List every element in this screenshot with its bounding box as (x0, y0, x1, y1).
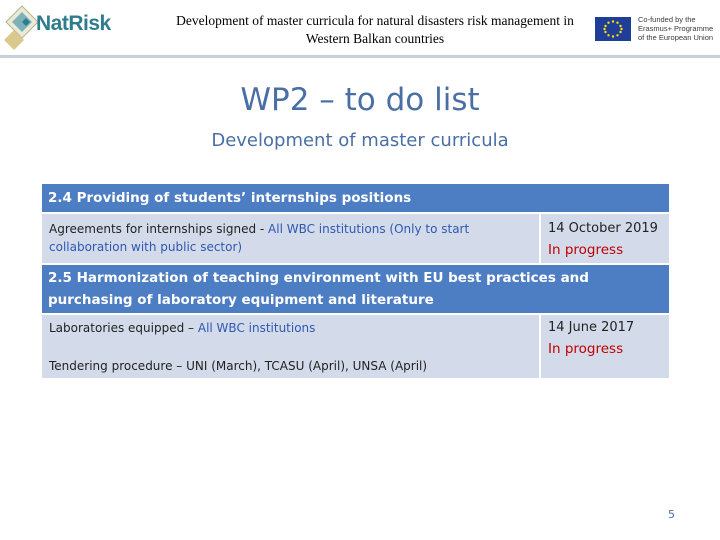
eu-flag-icon (595, 17, 631, 41)
section-2-4-status: In progress (548, 242, 624, 258)
eu-caption-line2: Erasmus+ Programme (638, 24, 714, 33)
project-title (160, 12, 590, 48)
eu-caption (638, 15, 714, 42)
section-2-5-task (49, 319, 529, 337)
eu-caption-line1: Co-funded by the (638, 15, 696, 24)
page-number: 5 (668, 508, 675, 521)
section-2-5-column-divider (539, 315, 541, 378)
section-2-5-status: In progress (548, 341, 624, 357)
section-heading-2-5-text: 2.5 Harmonization of teaching environment with EU best practices and purchasing of laboratory equipment and literature (48, 270, 589, 308)
section-heading-2-4-text: 2.4 Providing of students’ internships positions (48, 190, 412, 206)
section-2-4-task-prefix: Agreements for internships signed - (49, 222, 269, 236)
header-divider (0, 55, 720, 58)
project-title-line1: Development of master curricula for natural disasters risk management in (176, 13, 574, 28)
logo-text: NatRisk (36, 12, 111, 35)
slide-title: WP2 – to do list (240, 82, 480, 118)
section-2-4-date: 14 October 2019 (548, 221, 658, 236)
project-title-line2: Western Balkan countries (305, 31, 445, 46)
slide-subtitle: Development of master curricula (211, 130, 509, 151)
section-2-4-task (49, 220, 529, 256)
section-2-4-task-highlight: All WBC institutions (Only to start collaboration with public sector) (49, 222, 470, 254)
section-2-5-date: 14 June 2017 (548, 320, 635, 335)
eu-caption-line3: of the European Union (638, 33, 714, 42)
section-2-5-task-2: Tendering procedure – UNI (March), TCASU (April), UNSA (April) (49, 359, 428, 373)
section-2-5-task-prefix: Laboratories equipped – (49, 321, 198, 335)
section-2-5-task-highlight: All WBC institutions (197, 321, 316, 335)
section-heading-2-5 (42, 265, 669, 313)
section-heading-2-4 (42, 184, 669, 212)
section-2-4-column-divider (539, 214, 541, 263)
